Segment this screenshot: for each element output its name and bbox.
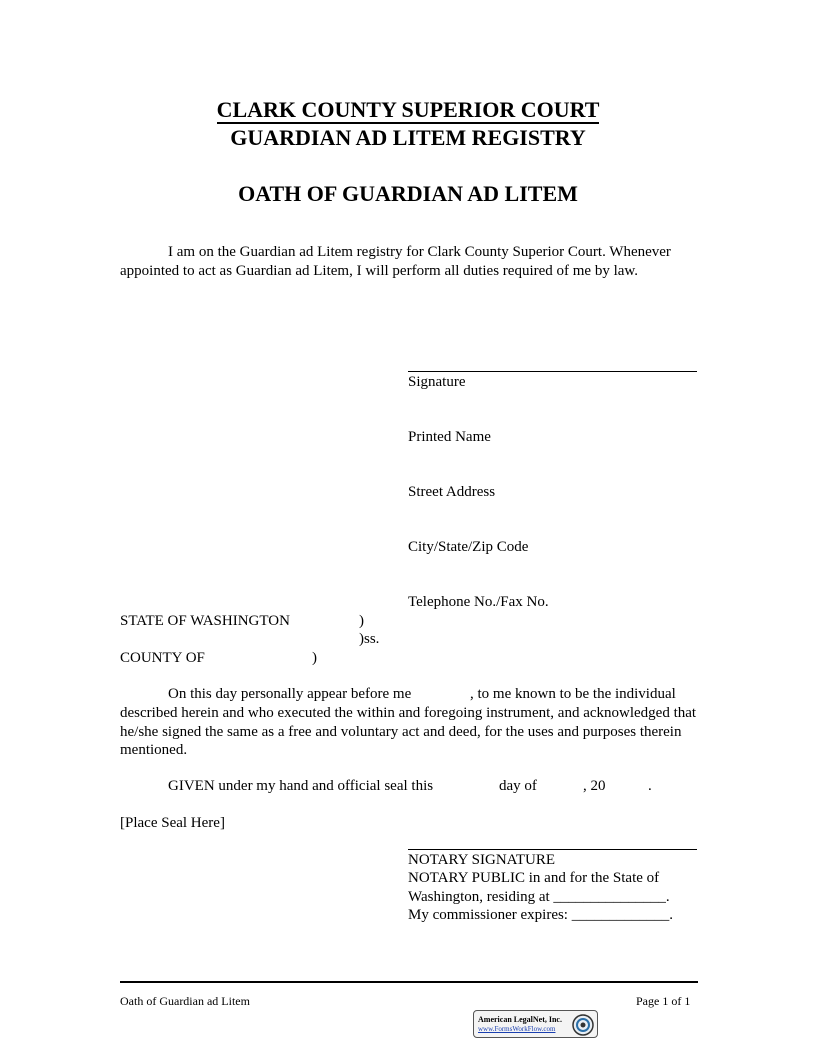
- logo-company-name: American LegalNet, Inc.: [478, 1015, 562, 1024]
- court-name: CLARK COUNTY SUPERIOR COURT: [216, 97, 600, 122]
- given-year: , 20: [583, 778, 606, 794]
- venue-ss: )ss.: [359, 631, 380, 647]
- notary-signature-line[interactable]: [408, 849, 697, 850]
- given-text: GIVEN under my hand and official seal this: [168, 778, 434, 794]
- telephone-label: Telephone No./Fax No.: [408, 594, 549, 610]
- signature-label: Signature: [408, 374, 466, 390]
- venue-state: STATE OF WASHINGTON: [120, 613, 290, 629]
- signature-line[interactable]: [408, 371, 697, 372]
- notary-signature-label: NOTARY SIGNATURE: [408, 852, 555, 868]
- given-period: .: [648, 778, 652, 794]
- venue-paren-2: ): [312, 650, 317, 666]
- oath-paragraph: I am on the Guardian ad Litem registry for Clark County Superior Court. Whenever appointed to act as Guardian ad Litem, I will perform all duties required of me by law.: [120, 244, 671, 279]
- ack-line-end: , to me known to be the individual: [470, 686, 676, 702]
- city-state-zip-label: City/State/Zip Code: [408, 539, 529, 555]
- footer-form-name: Oath of Guardian ad Litem: [120, 994, 250, 1008]
- logo-swirl-icon: [571, 1013, 595, 1037]
- seal-placeholder: [Place Seal Here]: [120, 815, 225, 831]
- street-address-label: Street Address: [408, 484, 496, 500]
- american-legalnet-logo[interactable]: [473, 1010, 598, 1038]
- venue-county: COUNTY OF: [120, 650, 205, 666]
- notary-public-line: NOTARY PUBLIC in and for the State of: [408, 870, 660, 886]
- ack-line-start: On this day personally appear before me: [168, 686, 412, 702]
- registry-name: GUARDIAN AD LITEM REGISTRY: [230, 125, 586, 150]
- notary-expires-line: My commissioner expires: _____________.: [408, 907, 673, 923]
- logo-url[interactable]: www.FormsWorkFlow.com: [478, 1025, 556, 1033]
- ack-paragraph: described herein and who executed the within and foregoing instrument, and acknowledged that he/she signed the same as a free and voluntary act and deed, for the uses and purposes therein mentioned.: [120, 705, 697, 758]
- given-day-of: day of: [499, 778, 537, 794]
- printed-name-label: Printed Name: [408, 429, 491, 445]
- notary-residing-line: Washington, residing at _______________.: [408, 889, 670, 905]
- footer-rule: [120, 981, 698, 983]
- footer-page-number: Page 1 of 1: [636, 994, 691, 1008]
- form-title: OATH OF GUARDIAN AD LITEM: [238, 181, 578, 206]
- venue-paren-1: ): [359, 613, 364, 629]
